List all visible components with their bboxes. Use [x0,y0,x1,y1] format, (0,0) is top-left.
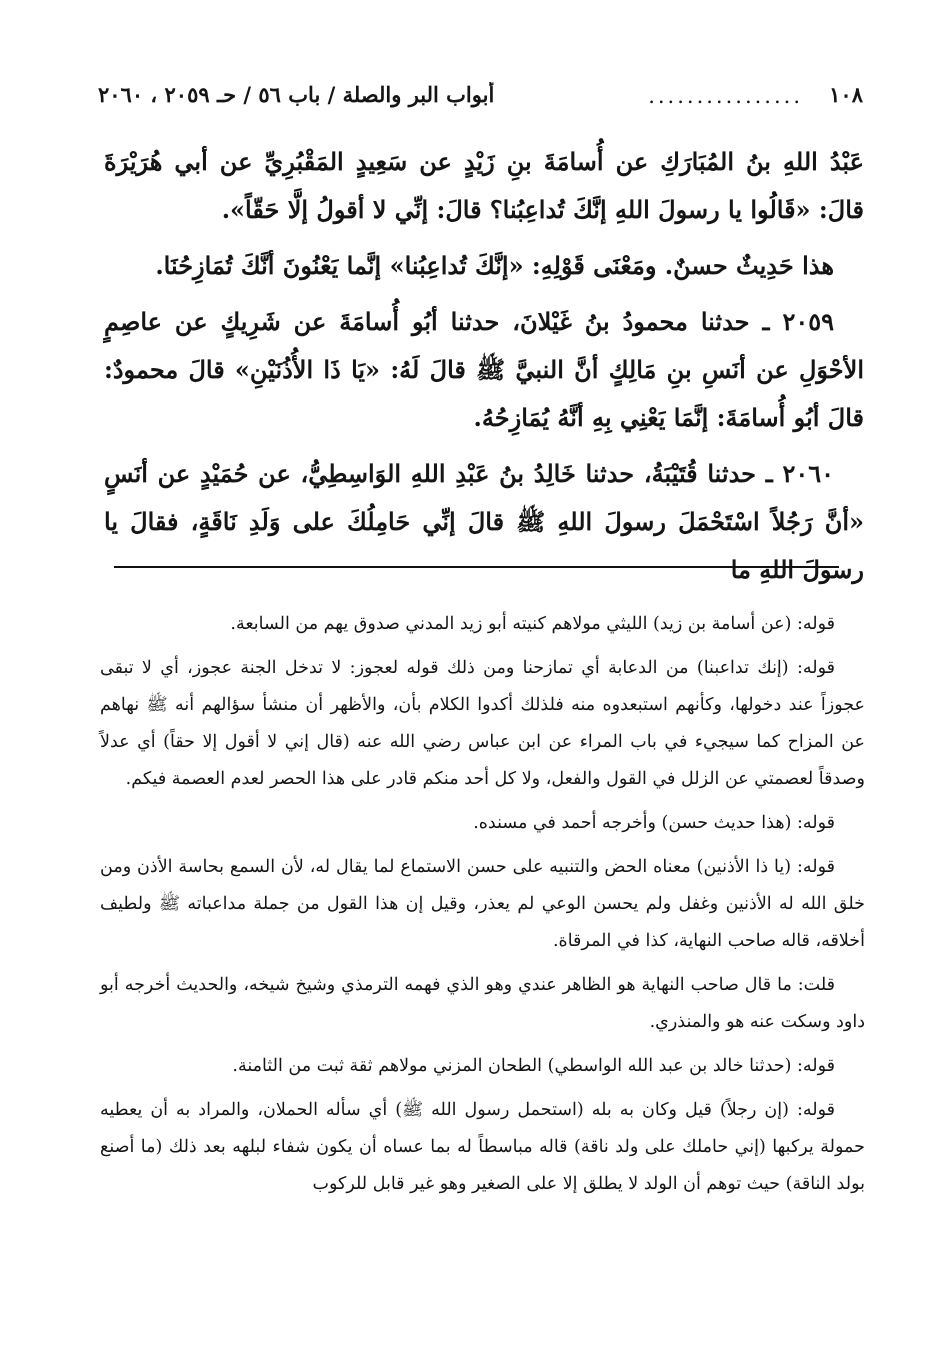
matn-paragraph: ٢٠٦٠ ـ حدثنا قُتَيْبَةُ، حدثنا خَالِدُ بنُ عَبْدِ اللهِ الوَاسِطِيُّ، عن حُمَيْدٍ عن أنَسٍ «أنَّ رَجُلاً اسْتَحْمَلَ رسولَ اللهِ ﷺ قالَ إنِّي حَامِلُكَ على وَلَدِ نَاقَةٍ، فقالَ يا رسولَ اللهِ ما [104,459,864,584]
header-leader-dots: ................ [648,84,803,108]
footnote-divider [114,566,839,568]
matn-paragraph: هذا حَدِيثٌ حسنٌ. ومَعْنَى قَوْلِهِ: «إنَّكَ تُداعِبُنا» إنَّما يَعْنُونَ أنَّكَ تُمَازِحُنَا. [155,251,834,280]
matn-paragraph: عَبْدُ اللهِ بنُ المُبَارَكِ عن أُسامَةَ بنِ زَيْدٍ عن سَعِيدٍ المَقْبُرِيِّ عن أبي هُرَيْرَةَ قالَ: «قَالُوا يا رسولَ اللهِ إنَّكَ تُداعِبُنا؟ قالَ: إنِّي لا أقولُ إلَّا حَقّاً». [104,147,864,224]
matn-paragraph: ٢٠٥٩ ـ حدثنا محمودُ بنُ غَيْلانَ، حدثنا أبُو أُسامَةَ عن شَرِيكٍ عن عاصِمٍ الأحْوَلِ عن أنَسِ بنِ مَالِكٍ أنَّ النبيَّ ﷺ قالَ لَهُ: «يَا ذَا الأُذُنَيْنِ» قالَ محمودٌ: قالَ أبُو أُسامَةَ: إنَّمَا يَعْنِي بِهِ أنَّهُ يُمَازِحُهُ. [104,307,864,432]
commentary-paragraph: قلت: ما قال صاحب النهاية هو الظاهر عندي وهو الذي فهمه الترمذي وشيخ شيخه، والحديث أخرجه أبو داود وسكت عنه هو والمنذري. [100,975,865,1032]
commentary-paragraph: قوله: (إن رجلاً) قيل وكان به بله (استحمل رسول الله ﷺ) أي سأله الحملان، والمراد به أن يعطيه حمولة يركبها (إني حاملك على ولد ناقة) قاله مباسطاً له بما عساه أن يكون شفاء لبلهه بعد ذلك (ما أصنع بولد الناقة) حيث توهم أن الولد لا يطلق إلا على الصغير وهو غير قابل للركوب [100,1100,865,1194]
commentary-paragraph: قوله: (حدثنا خالد بن عبد الله الواسطي) الطحان المزني مولاهم ثقة ثبت من الثامنة. [232,1056,835,1076]
commentary-paragraph: قوله: (هذا حديث حسن) وأخرجه أحمد في مسنده. [473,813,835,833]
commentary-paragraph: قوله: (إنك تداعبنا) من الدعابة أي تمازحنا ومن ذلك قوله لعجوز: لا تدخل الجنة عجوز، أي لا تبقى عجوزاً عند دخولها، وكأنهم استبعدوه منه فلذلك أكدوا الكلام بأن، والأظهر أن منشأ سؤالهم أنه ﷺ نهاهم عن المزاح كما سيجيء في باب المراء عن ابن عباس رضي الله عنه (قال إني لا أقول إلا حقاً) أي عدلاً وصدقاً لعصمتي عن الزلل في القول والفعل، ولا كل أحد منكم قادر على هذا الحصر لعدم العصمة فيكم. [100,658,865,789]
header-title: أبواب البر والصلة / باب ٥٦ / حـ ٢٠٥٩ ، ٢٠٦٠ [98,82,495,107]
commentary-text [100,606,865,1210]
commentary-paragraph: قوله: (عن أسامة بن زيد) الليثي مولاهم كنيته أبو زيد المدني صدوق يهم من السابعة. [230,614,835,634]
page-number: ١٠٨ [829,82,863,107]
running-header [98,82,863,112]
commentary-paragraph: قوله: (يا ذا الأذنين) معناه الحض والتنبيه على حسن الاستماع لما يقال له، لأن السمع بحاسة الأذن ومن خلق الله له الأذنين وغفل ولم يحسن الوعي لم يعذر، وقيل إن هذا القول من جملة مداعباته ﷺ ولطيف أخلاقه، قاله صاحب النهاية، كذا في المرقاة. [100,857,865,951]
hadith-text [104,138,864,602]
